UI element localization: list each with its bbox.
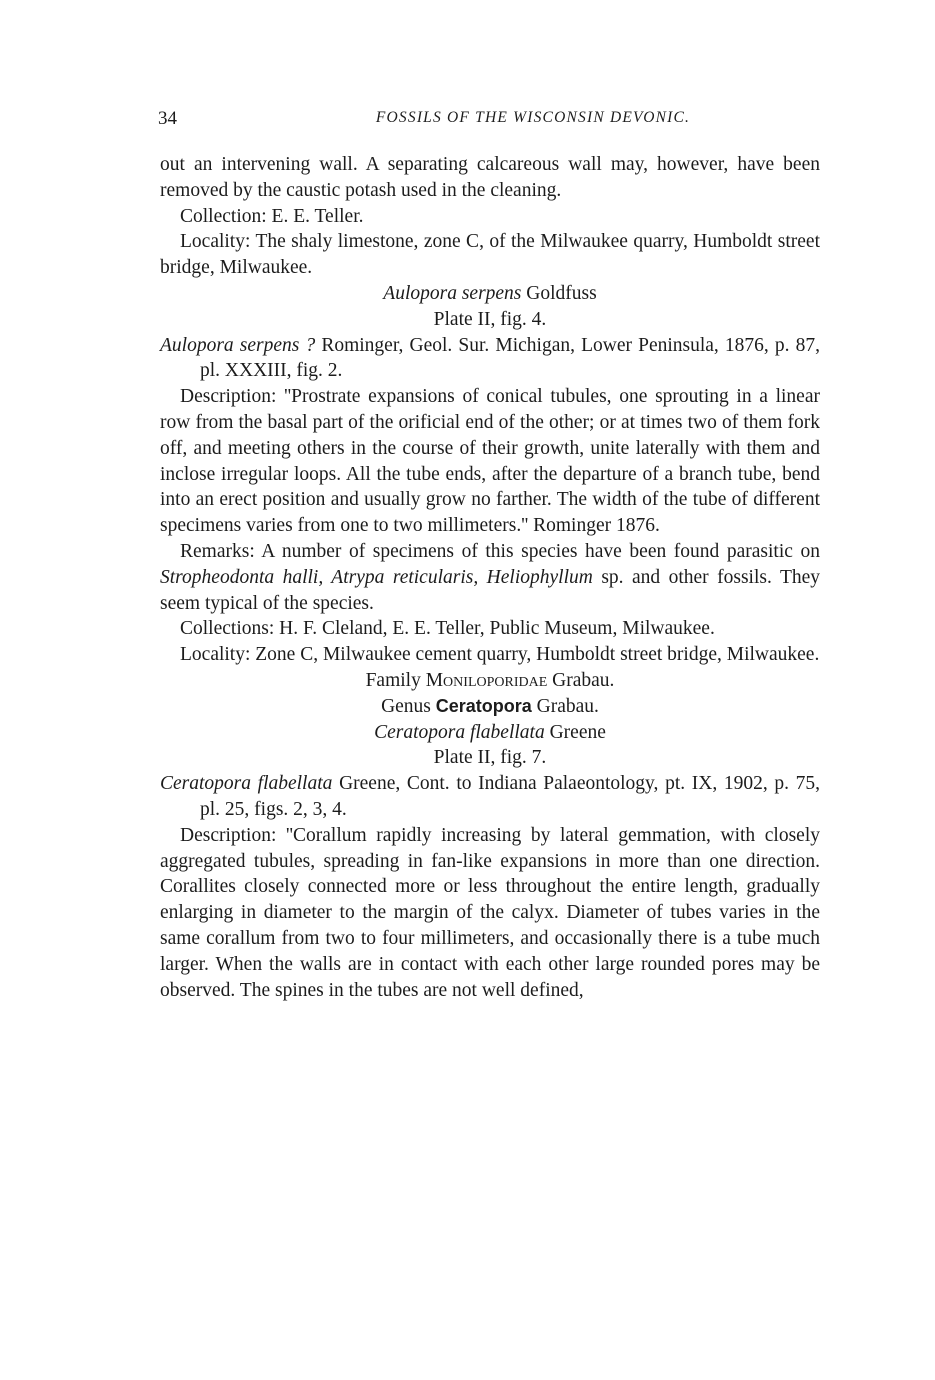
description-paragraph: Description: ''Prostrate expansions of conical tubules, one sprouting in a linear row from the basal part of the orificial end of the other; or at times two of them fork off, and meeting others in the course of their growth, unite laterally with them and inclose irregular loops. All the tube ends, after the departure of a branch tube, bend into an erect position and usually grow no farther. The width of the tube of different specimens varies from one to two millimeters.'' Rominger 1876. (160, 386, 820, 537)
family-heading (160, 668, 820, 694)
species-author: Greene (549, 721, 606, 743)
host-species: Stropheodonta halli, Atrypa reticularis, Heliophyllum (160, 566, 593, 588)
page-header (158, 108, 818, 134)
genus-label: Genus (381, 695, 431, 717)
synonymy-reference (160, 771, 820, 823)
species-heading (160, 720, 820, 746)
collections-paragraph: Collections: H. F. Cleland, E. E. Teller, Public Museum, Milwaukee. (180, 618, 715, 640)
description-paragraph: Description: ''Corallum rapidly increasing by lateral gemmation, with closely aggregated tubules, spreading in fan-like expansions in more than one direction. Corallites closely connected more or less throughout the entire length, gradually enlarging in diameter to the margin of the calyx. Diameter of tubes varies in the same corallum from two to four millimeters, and occasionally there is a tube much larger. When the walls are in contact with each other large rounded pores may be observed. The spines in the tubes are not well defined, (160, 824, 820, 1001)
plate-reference: Plate II, fig. 4. (433, 308, 547, 330)
remarks-text-end: sp. and other fossils. They seem typical of the species. (160, 566, 821, 614)
remarks-text: Remarks: A number of specimens of this species have been found parasitic on (180, 540, 820, 562)
synonymy-reference (160, 333, 820, 385)
species-name: Ceratopora flabellata (374, 721, 545, 743)
genus-name: Ceratopora (435, 695, 532, 716)
species-heading (160, 281, 820, 307)
species-name: Aulopora serpens (383, 282, 522, 304)
locality-paragraph: Locality: Zone C, Milwaukee cement quarry, Humboldt street bridge, Milwaukee. (180, 644, 820, 666)
collection-line: Collection: E. E. Teller. (180, 205, 364, 227)
family-author: Grabau. (552, 669, 615, 691)
continued-paragraph: out an intervening wall. A separating calcareous wall may, however, have been removed by the caustic potash used in the cleaning. (160, 154, 820, 201)
synonymy-citation: Greene, Cont. to Indiana Palaeontology, pt. IX, 1902, p. 75, pl. 25, figs. 2, 3, 4. (200, 773, 821, 820)
genus-author: Grabau. (536, 695, 599, 717)
page-body (160, 152, 820, 1003)
remarks-paragraph (160, 539, 820, 616)
synonymy-citation: Rominger, Geol. Sur. Michigan, Lower Peninsula, 1876, p. 87, pl. XXXIII, fig. 2. (200, 334, 821, 382)
genus-heading (160, 694, 820, 720)
species-author: Goldfuss (526, 282, 597, 304)
synonymy-name: Ceratopora flabellata (160, 773, 333, 795)
family-name: Moniloporidae (425, 669, 548, 691)
plate-reference: Plate II, fig. 7. (433, 747, 547, 769)
page-number: 34 (158, 108, 177, 129)
synonymy-name: Aulopora serpens ? (160, 334, 316, 356)
locality-paragraph: Locality: The shaly limestone, zone C, of the Milwaukee quarry, Humboldt street bridge, Milwaukee. (160, 231, 820, 279)
running-title: FOSSILS OF THE WISCONSIN DEVONIC. (375, 109, 691, 126)
family-label: Family (365, 669, 421, 691)
